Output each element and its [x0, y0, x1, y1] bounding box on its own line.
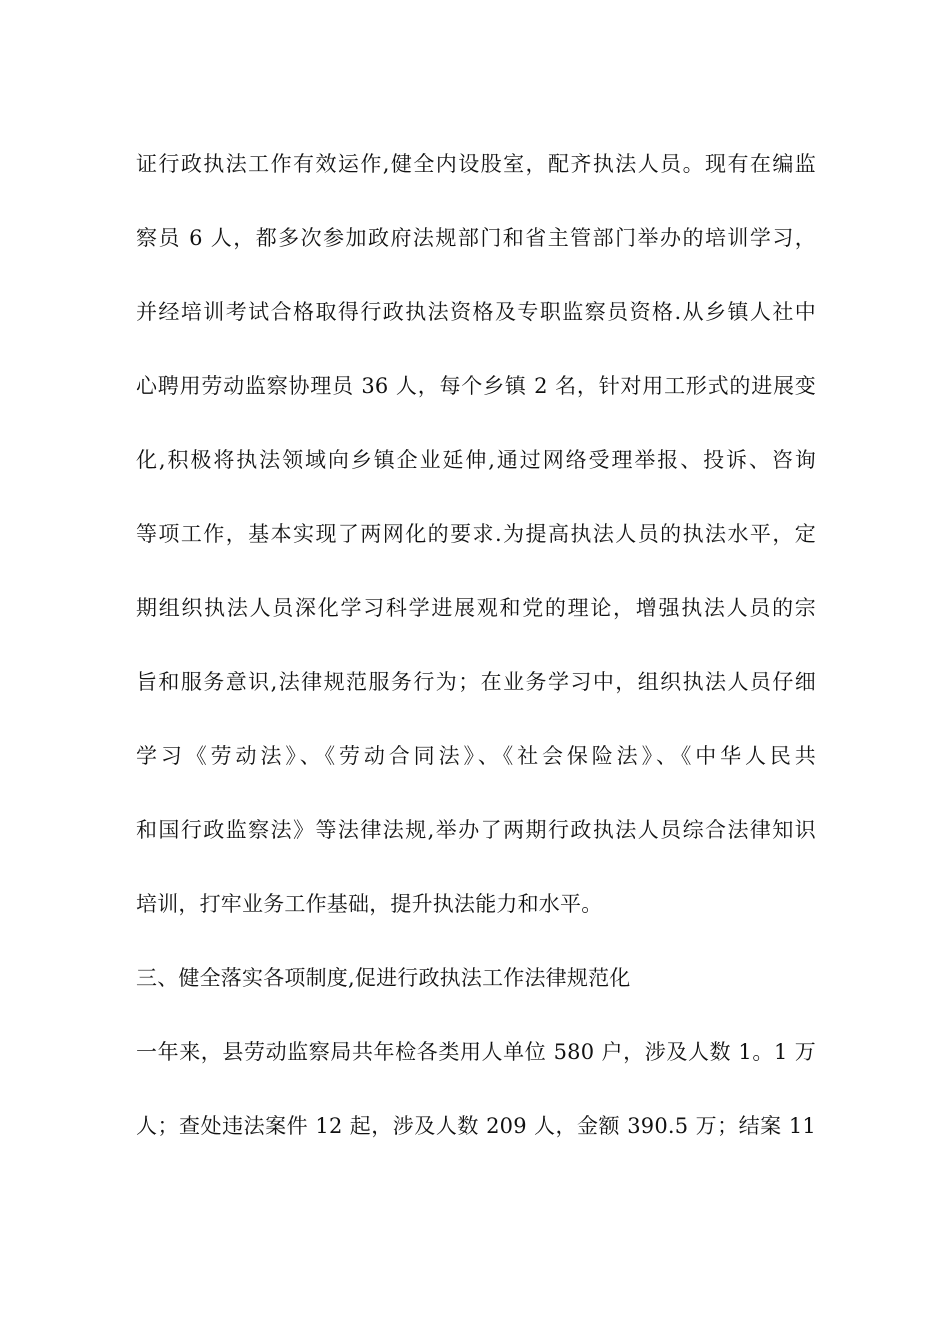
paragraph-line: 人；查处违法案件 12 起，涉及人数 209 人，金额 390.5 万；结案 11 [136, 1114, 816, 1138]
document-body [136, 138, 816, 1174]
paragraph-line: 和国行政监察法》等法律法规,举办了两期行政执法人员综合法律知识 [136, 818, 816, 842]
section-heading: 三、健全落实各项制度,促进行政执法工作法律规范化 [136, 966, 631, 990]
paragraph-line: 旨和服务意识,法律规范服务行为；在业务学习中，组织执法人员仔细 [136, 670, 816, 694]
paragraph-line: 化,积极将执法领域向乡镇企业延伸,通过网络受理举报、投诉、咨询 [136, 448, 816, 472]
paragraph-line: 心聘用劳动监察协理员 36 人，每个乡镇 2 名，针对用工形式的进展变 [136, 374, 816, 398]
paragraph-line: 一年来，县劳动监察局共年检各类用人单位 580 户，涉及人数 1。1 万 [136, 1040, 816, 1064]
paragraph-line: 等项工作，基本实现了两网化的要求.为提高执法人员的执法水平，定 [136, 522, 816, 546]
paragraph-line: 证行政执法工作有效运作,健全内设股室，配齐执法人员。现有在编监 [136, 152, 816, 176]
paragraph-line: 期组织执法人员深化学习科学进展观和党的理论，增强执法人员的宗 [136, 596, 816, 620]
paragraph-line: 并经培训考试合格取得行政执法资格及专职监察员资格.从乡镇人社中 [136, 300, 816, 324]
paragraph-line: 培训，打牢业务工作基础，提升执法能力和水平。 [136, 892, 603, 916]
paragraph-line: 学习《劳动法》、《劳动合同法》、《社会保险法》、《中华人民共 [136, 744, 816, 768]
paragraph-line: 察员 6 人，都多次参加政府法规部门和省主管部门举办的培训学习， [136, 226, 816, 250]
